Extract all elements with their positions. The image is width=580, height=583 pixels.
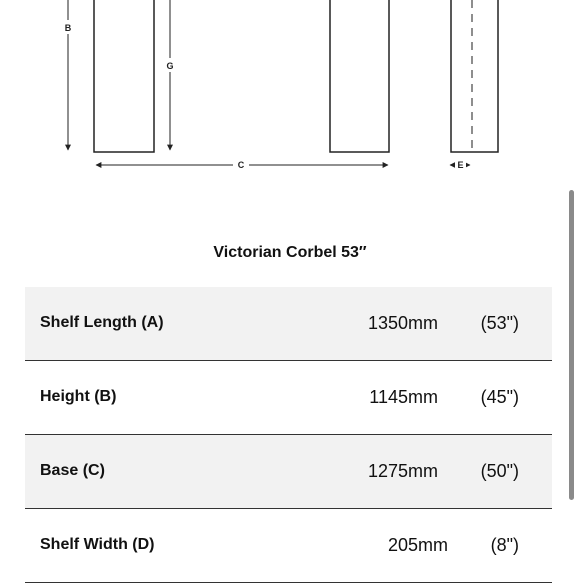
spec-table [25,287,552,583]
right-corbel-outline [330,0,389,152]
product-title: Victorian Corbel 53″ [213,244,367,261]
dimension-diagram [0,0,580,200]
spec-inch-value: (53") [480,313,519,333]
spec-label: Height (B) [40,388,117,405]
dimension-b-label: B [64,23,72,33]
left-corbel-outline [94,0,154,152]
table-row [25,361,552,435]
spec-inch-value: (50") [480,461,519,481]
side-view-outline [451,0,498,152]
spec-mm-value: 1145mm [369,387,438,407]
spec-inch-value: (8") [490,535,519,555]
table-row [25,435,552,509]
corbel-drawing [0,0,580,200]
spec-mm-value: 1275mm [367,461,438,481]
spec-mm-value: 1350mm [367,313,438,333]
spec-label: Base (C) [40,462,105,479]
spec-label: Shelf Width (D) [40,536,155,553]
dimension-c-label: C [237,160,245,170]
scrollbar-thumb[interactable] [569,190,574,500]
spec-label: Shelf Length (A) [40,314,164,331]
dimension-g-label: G [166,61,174,71]
dimension-e-label: E [457,160,464,170]
spec-mm-value: 205mm [387,535,448,555]
table-row [25,509,552,583]
spec-inch-value: (45") [480,387,519,407]
table-row [25,287,552,361]
